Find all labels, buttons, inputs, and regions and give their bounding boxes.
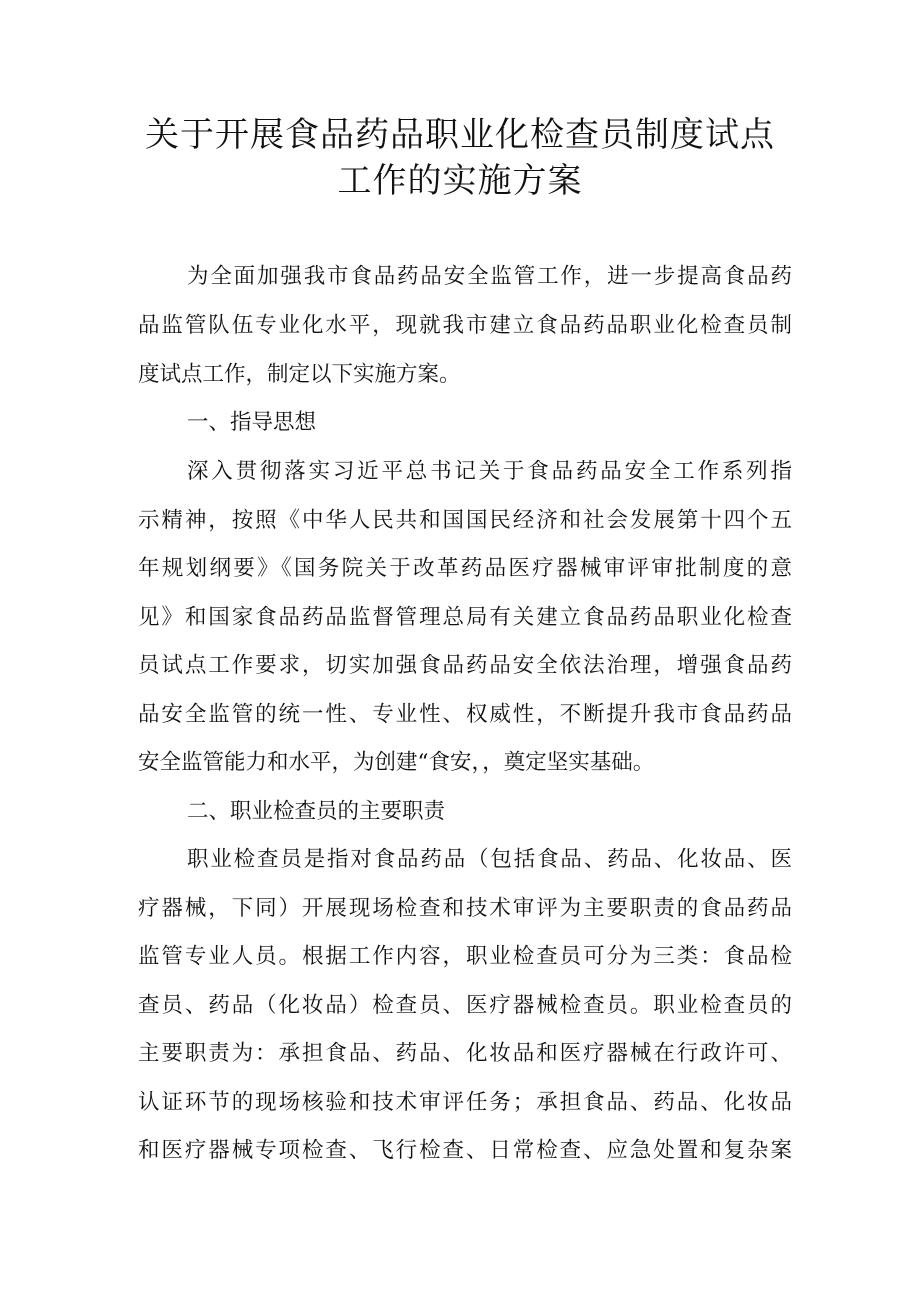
paragraph-line: 员试点工作要求，切实加强食品药品安全依法治理，增强食品药 [138, 653, 792, 678]
paragraph-line: 安全监管能力和水平，为创建“食安，，奠定坚实基础。 [138, 750, 655, 775]
paragraph-line: 查员、药品（化妆品）检查员、医疗器械检查员。职业检查员的 [138, 993, 792, 1018]
section-heading-1: 一、指导思想 [187, 410, 317, 435]
paragraph-line: 年规划纲要》《国务院关于改革药品医疗器械审评审批制度的意 [138, 556, 792, 581]
paragraph-line: 度试点工作，制定以下实施方案。 [138, 362, 461, 387]
section-heading-2: 二、职业检查员的主要职责 [187, 799, 446, 824]
paragraph-line: 示精神，按照《中华人民共和国国民经济和社会发展第十四个五 [138, 508, 792, 533]
paragraph-line: 认证环节的现场核验和技术审评任务；承担食品、药品、化妆品 [138, 1090, 792, 1115]
paragraph-line: 疗器械，下同）开展现场检查和技术审评为主要职责的食品药品 [138, 896, 792, 921]
document-title-line-1: 关于开展食品药品职业化检查员制度试点 [145, 115, 775, 155]
paragraph-line: 品安全监管的统一性、专业性、权威性，不断提升我市食品药品 [138, 702, 792, 727]
paragraph-line: 主要职责为：承担食品、药品、化妆品和医疗器械在行政许可、 [138, 1041, 792, 1066]
paragraph-line: 职业检查员是指对食品药品（包括食品、药品、化妆品、医 [187, 847, 792, 872]
paragraph-line: 深入贯彻落实习近平总书记关于食品药品安全工作系列指 [187, 459, 792, 484]
document-title-line-2: 工作的实施方案 [337, 161, 583, 201]
paragraph-line: 和医疗器械专项检查、飞行检查、日常检查、应急处置和复杂案 [138, 1138, 792, 1163]
paragraph-line: 为全面加强我市食品药品安全监管工作，进一步提高食品药 [187, 264, 792, 289]
paragraph-line: 品监管队伍专业化水平，现就我市建立食品药品职业化检查员制 [138, 313, 792, 338]
paragraph-line: 监管专业人员。根据工作内容，职业检查员可分为三类：食品检 [138, 944, 792, 969]
paragraph-line: 见》和国家食品药品监督管理总局有关建立食品药品职业化检查 [138, 605, 792, 630]
